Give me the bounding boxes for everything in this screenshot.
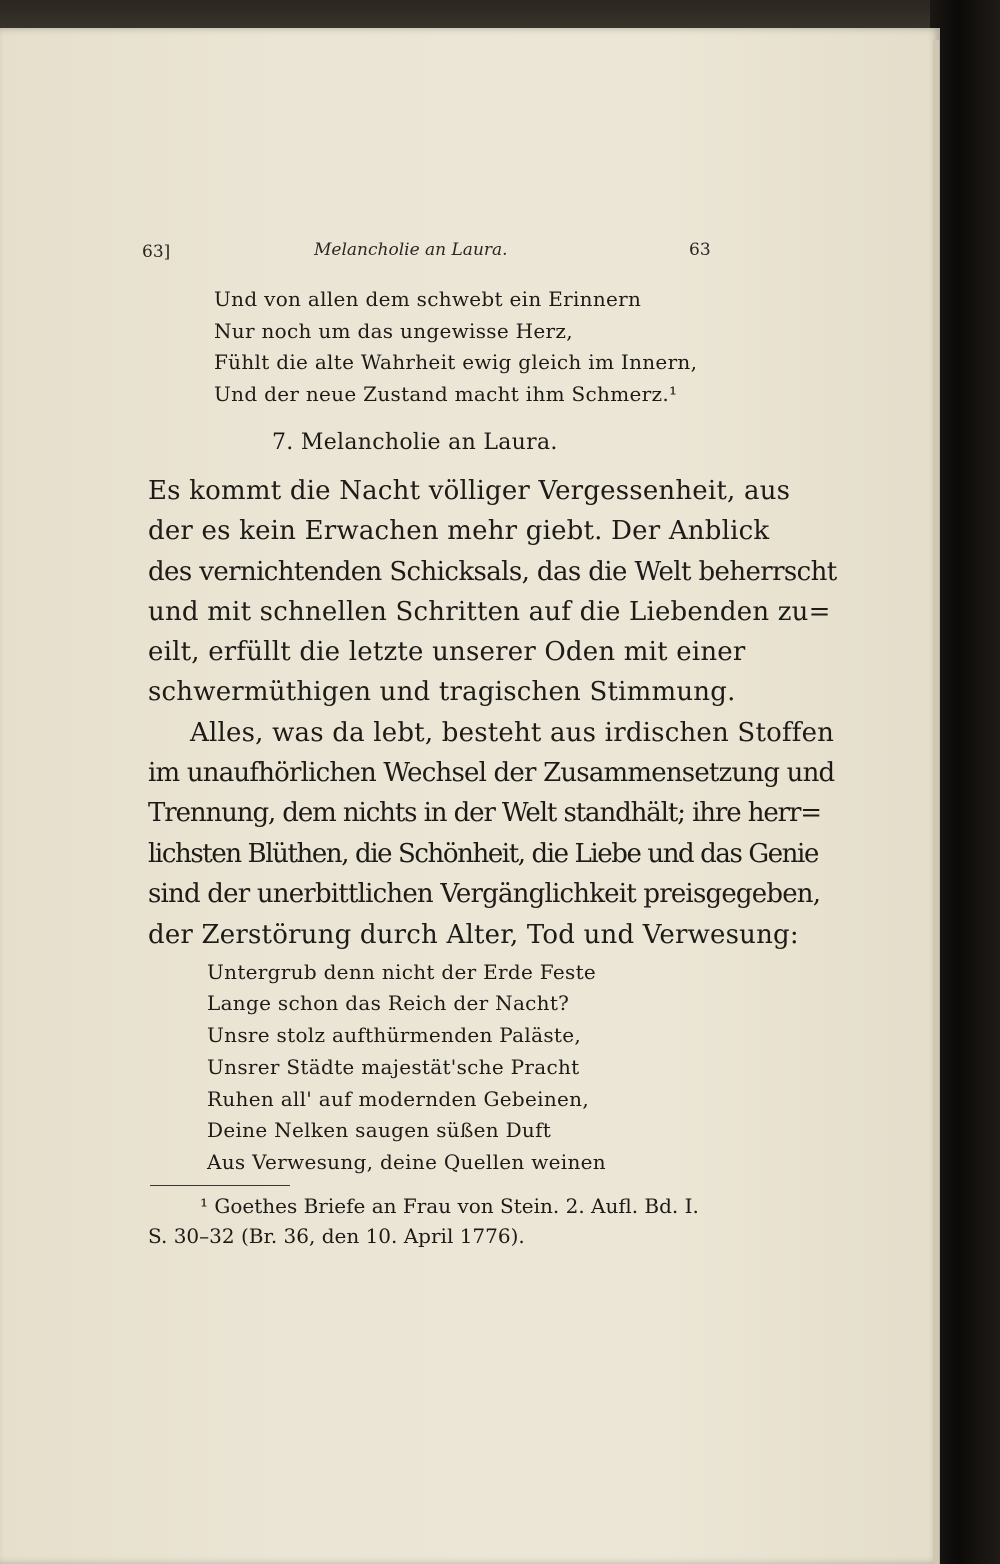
verse-line: Nur noch um das ungewisse Herz, xyxy=(214,319,573,343)
footnote-line: S. 30–32 (Br. 36, den 10. April 1776). xyxy=(148,1224,525,1248)
prose-line: Trennung, dem nichts in der Welt standhält; ihre herr= xyxy=(148,798,821,828)
verse-line: Unsre stolz aufthürmenden Paläste, xyxy=(207,1023,582,1047)
prose-line: Es kommt die Nacht völliger Vergessenheit, aus xyxy=(148,476,791,506)
verse-line: Untergrub denn nicht der Erde Feste xyxy=(207,960,597,984)
verse-line: Und von allen dem schwebt ein Erinnern xyxy=(214,287,642,311)
header-title: Melancholie an Laura. xyxy=(314,240,508,260)
verse-line: Und der neue Zustand macht ihm Schmerz.¹ xyxy=(214,382,678,406)
prose-line: im unaufhörlichen Wechsel der Zusammensetzung und xyxy=(148,758,835,788)
prose-line: des vernichtenden Schicksals, das die Welt beherrscht xyxy=(148,557,837,587)
prose-line: eilt, erfüllt die letzte unserer Oden mit einer xyxy=(148,637,746,667)
prose-line: und mit schnellen Schritten auf die Liebenden zu= xyxy=(148,597,831,627)
prose-line: der Zerstörung durch Alter, Tod und Verwesung: xyxy=(148,920,799,950)
prose-line: Alles, was da lebt, besteht aus irdischen Stoffen xyxy=(190,718,835,748)
page-edge xyxy=(933,40,939,1564)
header-page-number: 63 xyxy=(689,240,711,260)
verse-line: Unsrer Städte majestät'sche Pracht xyxy=(207,1055,580,1079)
verse-line: Lange schon das Reich der Nacht? xyxy=(207,991,570,1015)
header-page-left: 63] xyxy=(142,242,171,262)
section-title: 7. Melancholie an Laura. xyxy=(272,430,558,455)
verse-line: Aus Verwesung, deine Quellen weinen xyxy=(207,1150,606,1174)
prose-line: schwermüthigen und tragischen Stimmung. xyxy=(148,677,736,707)
verse-line: Fühlt die alte Wahrheit ewig gleich im Innern, xyxy=(214,350,698,374)
verse-line: Ruhen all' auf modernden Gebeinen, xyxy=(207,1087,589,1111)
prose-line: sind der unerbittlichen Vergänglichkeit preisgegeben, xyxy=(148,879,821,909)
footnote-line: ¹ Goethes Briefe an Frau von Stein. 2. Aufl. Bd. I. xyxy=(200,1194,699,1218)
prose-line: lichsten Blüthen, die Schönheit, die Liebe und das Genie xyxy=(148,839,818,869)
book-cover-right xyxy=(930,0,1000,1564)
footnote-rule xyxy=(150,1185,290,1186)
prose-line: der es kein Erwachen mehr giebt. Der Anblick xyxy=(148,516,770,546)
verse-line: Deine Nelken saugen süßen Duft xyxy=(207,1118,552,1142)
